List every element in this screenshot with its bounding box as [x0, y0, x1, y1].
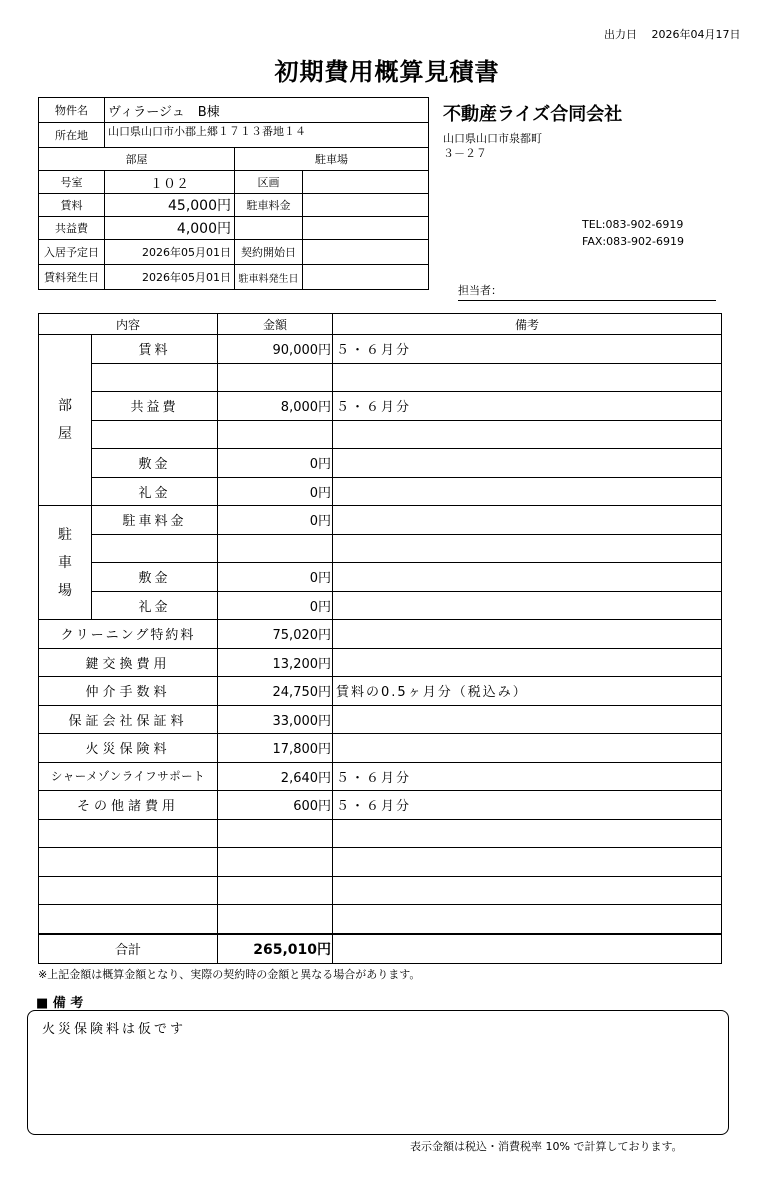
item-cell: 礼金 — [92, 591, 218, 620]
footer-note: 表示金額は税込・消費税率 10% で計算しております。 — [410, 1140, 683, 1153]
note-cell — [333, 563, 722, 592]
property-address-value: 山口県山口市小郡上郷１７１３番地１４ — [105, 123, 429, 148]
room-group-label-char: 部 — [58, 398, 72, 414]
parking-group-label-char: 車 — [58, 554, 72, 571]
amount-cell: 24,750円 — [218, 677, 333, 706]
table-row — [39, 905, 722, 934]
amount-cell — [218, 534, 333, 563]
total-amount: 265,010円 — [218, 934, 333, 964]
amount-cell: 90,000円 — [218, 335, 333, 364]
amount-cell: 0円 — [218, 477, 333, 506]
room-group-label — [39, 335, 92, 506]
note-cell — [333, 848, 722, 877]
prop-row-label: 入居予定日 — [39, 240, 105, 265]
remarks-text: 火災保険料は仮です — [42, 1022, 187, 1037]
table-row — [39, 876, 722, 905]
table-row — [39, 705, 722, 734]
room-group-label-char: 屋 — [58, 426, 72, 442]
item-cell — [39, 848, 218, 877]
parking-row-label: 区画 — [235, 171, 303, 194]
amount-cell — [218, 363, 333, 392]
note-cell: ５・６月分 — [333, 335, 722, 364]
item-cell: シャーメゾンライフサポート — [39, 762, 218, 791]
item-cell: 鍵交換費用 — [39, 648, 218, 677]
item-cell: 駐車料金 — [92, 506, 218, 535]
note-cell — [333, 876, 722, 905]
amount-cell: 13,200円 — [218, 648, 333, 677]
table-row — [39, 819, 722, 848]
prop-row-value: 4,000円 — [105, 217, 235, 240]
room-header: 部屋 — [39, 148, 235, 171]
table-row — [39, 335, 722, 364]
note-cell — [333, 648, 722, 677]
amount-cell: 0円 — [218, 506, 333, 535]
note-cell — [333, 506, 722, 535]
note-cell — [333, 819, 722, 848]
parking-row-label — [235, 217, 303, 240]
note-cell — [333, 620, 722, 649]
amount-cell: 0円 — [218, 563, 333, 592]
note-cell — [333, 705, 722, 734]
item-cell: 仲介手数料 — [39, 677, 218, 706]
company-address — [443, 131, 542, 161]
prop-row-value: 2026年05月01日 — [105, 240, 235, 265]
amount-cell: 17,800円 — [218, 734, 333, 763]
prop-row-value: １０２ — [105, 171, 235, 194]
table-row — [39, 648, 722, 677]
header-amount: 金額 — [218, 314, 333, 335]
item-cell — [92, 363, 218, 392]
total-note — [333, 934, 722, 964]
company-name: 不動産ライズ合同会社 — [443, 104, 623, 125]
table-row — [39, 449, 722, 478]
output-date: 出力日 2026年04月17日 — [604, 28, 741, 41]
prop-row-value: 2026年05月01日 — [105, 265, 235, 290]
page-title: 初期費用概算見積書 — [274, 58, 500, 86]
property-name-label: 物件名 — [39, 98, 105, 123]
note-cell — [333, 905, 722, 934]
amount-cell — [218, 848, 333, 877]
item-cell: 共益費 — [92, 392, 218, 421]
amount-cell — [218, 876, 333, 905]
note-cell: ５・６月分 — [333, 392, 722, 421]
item-cell: 礼金 — [92, 477, 218, 506]
table-row — [39, 677, 722, 706]
note-cell: ５・６月分 — [333, 762, 722, 791]
amount-cell: 2,640円 — [218, 762, 333, 791]
parking-row-label: 駐車料発生日 — [235, 265, 303, 290]
item-cell: 敷金 — [92, 449, 218, 478]
amount-cell: 8,000円 — [218, 392, 333, 421]
prop-row-label: 共益費 — [39, 217, 105, 240]
company-tel: TEL:083-902-6919 — [582, 218, 684, 231]
item-cell: 敷金 — [92, 563, 218, 592]
amount-cell — [218, 420, 333, 449]
note-cell — [333, 734, 722, 763]
item-cell — [92, 534, 218, 563]
parking-row-value — [303, 265, 429, 290]
parking-row-value — [303, 240, 429, 265]
parking-row-value — [303, 171, 429, 194]
amount-cell: 600円 — [218, 791, 333, 820]
table-row — [39, 534, 722, 563]
staff-field: 担当者： — [458, 282, 716, 301]
property-name-value: ヴィラージュ B棟 — [105, 98, 429, 123]
table-row — [39, 477, 722, 506]
amount-cell — [218, 819, 333, 848]
amount-cell: 0円 — [218, 591, 333, 620]
note-cell — [333, 477, 722, 506]
item-cell: その他諸費用 — [39, 791, 218, 820]
item-cell — [39, 905, 218, 934]
parking-row-label: 駐車料金 — [235, 194, 303, 217]
item-cell: 保証会社保証料 — [39, 705, 218, 734]
amount-cell: 33,000円 — [218, 705, 333, 734]
prop-row-label: 賃料 — [39, 194, 105, 217]
parking-row-value — [303, 194, 429, 217]
amount-cell: 0円 — [218, 449, 333, 478]
note-cell — [333, 449, 722, 478]
table-row — [39, 420, 722, 449]
table-row — [39, 506, 722, 535]
item-cell: クリーニング特約料 — [39, 620, 218, 649]
table-row — [39, 591, 722, 620]
table-row — [39, 791, 722, 820]
item-cell — [39, 819, 218, 848]
company-address-line: 山口県山口市泉都町 — [443, 132, 542, 145]
header-content: 内容 — [39, 314, 218, 335]
header-note: 備考 — [333, 314, 722, 335]
estimate-table — [38, 313, 722, 964]
item-cell: 火災保険料 — [39, 734, 218, 763]
parking-header: 駐車場 — [235, 148, 429, 171]
note-cell — [333, 534, 722, 563]
table-row — [39, 392, 722, 421]
prop-row-label: 賃料発生日 — [39, 265, 105, 290]
parking-group-label — [39, 506, 92, 620]
table-row — [39, 563, 722, 592]
disclaimer: ※上記金額は概算金額となり、実際の契約時の金額と異なる場合があります。 — [38, 968, 421, 981]
parking-row-value — [303, 217, 429, 240]
item-cell — [39, 876, 218, 905]
parking-group-label-char: 場 — [58, 582, 72, 599]
amount-cell — [218, 905, 333, 934]
property-address-label: 所在地 — [39, 123, 105, 148]
table-row — [39, 363, 722, 392]
table-row — [39, 762, 722, 791]
note-cell: 賃料の0.5ヶ月分（税込み） — [333, 677, 722, 706]
company-fax: FAX:083-902-6919 — [582, 235, 685, 248]
item-cell — [92, 420, 218, 449]
table-row — [39, 734, 722, 763]
parking-group-label-char: 駐 — [58, 526, 72, 543]
note-cell: ５・６月分 — [333, 791, 722, 820]
note-cell — [333, 591, 722, 620]
company-address-line: ３－２７ — [443, 147, 487, 160]
total-label: 合計 — [39, 934, 218, 964]
table-row — [39, 848, 722, 877]
company-contact — [582, 216, 684, 250]
prop-row-label: 号室 — [39, 171, 105, 194]
prop-row-value: 45,000円 — [105, 194, 235, 217]
table-row — [39, 620, 722, 649]
property-info-table — [38, 97, 429, 290]
note-cell — [333, 363, 722, 392]
parking-row-label: 契約開始日 — [235, 240, 303, 265]
amount-cell: 75,020円 — [218, 620, 333, 649]
item-cell: 賃料 — [92, 335, 218, 364]
remarks-title: ■ 備 考 — [36, 996, 84, 1011]
note-cell — [333, 420, 722, 449]
